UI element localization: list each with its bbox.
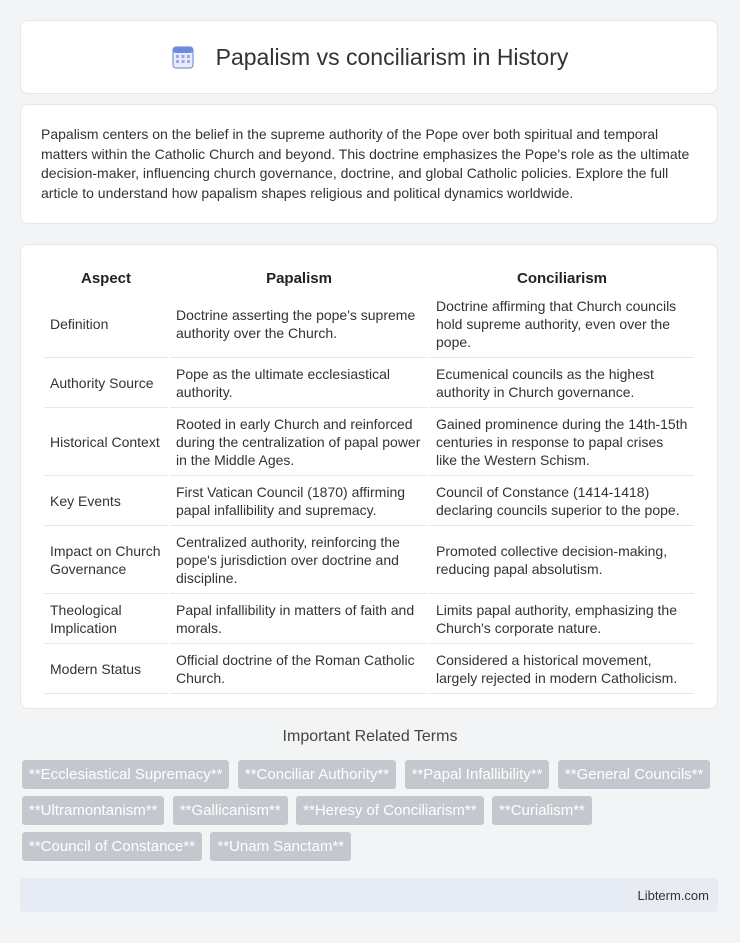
aspect-cell: Key Events — [44, 477, 168, 526]
conciliarism-cell: Doctrine affirming that Church councils hold supreme authority, even over the pope. — [430, 291, 694, 358]
related-term-tag[interactable]: **Heresy of Conciliarism** — [296, 796, 483, 825]
related-term-tag[interactable]: **Gallicanism** — [173, 796, 288, 825]
header-papalism: Papalism — [266, 270, 332, 287]
calendar-icon — [170, 44, 196, 70]
related-terms-list — [22, 760, 722, 868]
aspect-cell: Impact on Church Governance — [44, 527, 168, 594]
related-terms-title: Important Related Terms — [282, 728, 458, 745]
conciliarism-cell: Gained prominence during the 14th-15th centuries in response to papal crises like the Western Schism. — [430, 409, 694, 476]
intro-text: Papalism centers on the belief in the supreme authority of the Pope over both spiritual and temporal matters within the Catholic Church and beyond. This doctrine emphasizes the Pope's role as the ultimate decision-maker, influencing church governance, doctrine, and global Catholic policies. Explore the full article to understand how papalism shapes religious and political dynamics worldwide. — [41, 126, 690, 201]
related-term-tag[interactable]: **Curialism** — [492, 796, 592, 825]
table-row — [44, 477, 694, 526]
related-term-tag[interactable]: **Ultramontanism** — [22, 796, 164, 825]
conciliarism-cell: Council of Constance (1414-1418) declaring councils superior to the pope. — [430, 477, 694, 526]
conciliarism-cell: Considered a historical movement, largely rejected in modern Catholicism. — [430, 645, 694, 694]
footer-site-link[interactable]: Libterm.com — [637, 888, 709, 903]
aspect-cell: Authority Source — [44, 359, 168, 408]
papalism-cell: Doctrine asserting the pope's supreme authority over the Church. — [170, 291, 428, 358]
table-row — [44, 359, 694, 408]
papalism-cell: Official doctrine of the Roman Catholic Church. — [170, 645, 428, 694]
aspect-cell: Theological Implication — [44, 595, 168, 644]
header-aspect: Aspect — [80, 270, 132, 287]
intro-card — [20, 104, 718, 224]
table-row — [44, 291, 694, 358]
conciliarism-cell: Promoted collective decision-making, reducing papal absolutism. — [430, 527, 694, 594]
comparison-table-card — [20, 244, 718, 709]
footer — [20, 878, 718, 912]
related-term-tag[interactable]: **Council of Constance** — [22, 832, 202, 861]
header-card — [20, 20, 718, 94]
papalism-cell: Centralized authority, reinforcing the pope's jurisdiction over doctrine and discipline. — [170, 527, 428, 594]
related-term-tag[interactable]: **General Councils** — [558, 760, 710, 789]
header-conciliarism: Conciliarism — [516, 270, 608, 287]
table-row — [44, 645, 694, 694]
papalism-cell: First Vatican Council (1870) affirming papal infallibility and supremacy. — [170, 477, 428, 526]
table-row — [44, 595, 694, 644]
conciliarism-cell: Limits papal authority, emphasizing the Church's corporate nature. — [430, 595, 694, 644]
related-term-tag[interactable]: **Unam Sanctam** — [210, 832, 351, 861]
aspect-cell: Definition — [44, 291, 168, 358]
aspect-cell: Historical Context — [44, 409, 168, 476]
related-term-tag[interactable]: **Papal Infallibility** — [405, 760, 550, 789]
page-title: Papalism vs conciliarism in History — [215, 43, 569, 70]
papalism-cell: Rooted in early Church and reinforced during the centralization of papal power in the Middle Ages. — [170, 409, 428, 476]
table-row — [44, 527, 694, 594]
papalism-cell: Papal infallibility in matters of faith and morals. — [170, 595, 428, 644]
conciliarism-cell: Ecumenical councils as the highest authority in Church governance. — [430, 359, 694, 408]
aspect-cell: Modern Status — [44, 645, 168, 694]
table-row — [44, 409, 694, 476]
comparison-table — [42, 265, 696, 695]
papalism-cell: Pope as the ultimate ecclesiastical authority. — [170, 359, 428, 408]
related-term-tag[interactable]: **Conciliar Authority** — [238, 760, 396, 789]
table-header-row — [44, 266, 694, 290]
related-term-tag[interactable]: **Ecclesiastical Supremacy** — [22, 760, 229, 789]
